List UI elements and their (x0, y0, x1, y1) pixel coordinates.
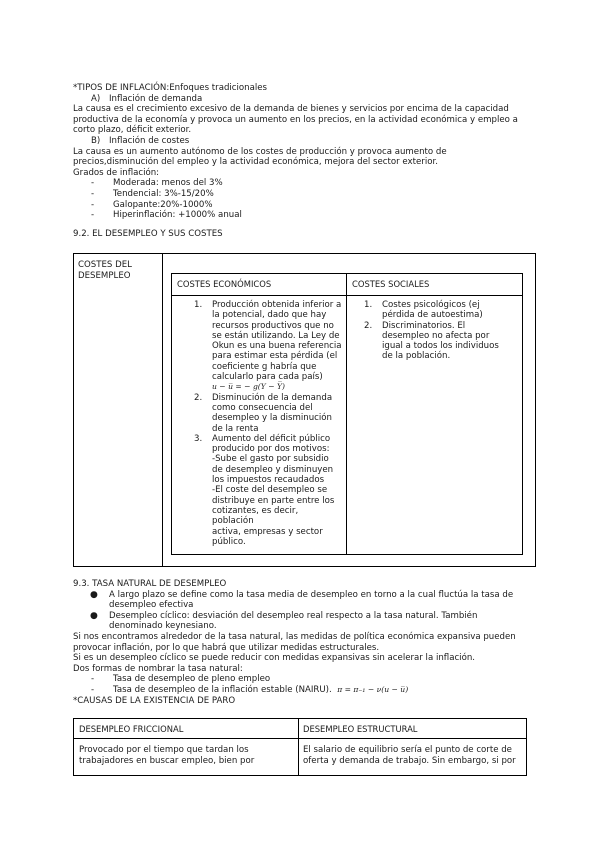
economic-costs-list (194, 300, 342, 547)
cost-inflation-text-1: La causa es un aumento autónomo de los costes de producción y provoca aumento de (73, 146, 447, 157)
natural-rate-name-item: - Tasa de desempleo de la inflación estable (NAIRU). π = π₋₁ − ν(u − u̅) (91, 684, 409, 695)
unemployment-causes-title: *CAUSAS DE LA EXISTENCIA DE PARO (73, 695, 236, 706)
list-item: 2. Disminución de la demanda como consecuencia del desempleo y la disminución de la renta (194, 392, 333, 434)
bullet-item: ● A largo plazo se define como la tasa media de desempleo en torno a la cual fluctúa la tasa de desempleo efectiva (90, 589, 514, 611)
inflation-grade-item: - Moderada: menos del 3% (91, 178, 223, 189)
inflation-grade-item: - Galopante:20%-1000% (91, 199, 213, 210)
paragraph-line: Dos formas de nombrar la tasa natural: (73, 663, 243, 674)
social-costs-list (364, 300, 514, 362)
costs-inner-table (171, 273, 523, 555)
structural-cell: El salario de equilibrio sería el punto de corte de oferta y demanda de trabajo. Sin embargo, si por (303, 745, 516, 766)
unemployment-causes-table (73, 718, 527, 776)
list-item: 1. Costes psicológicos (ej pérdida de autoestima) (364, 300, 483, 321)
inflation-grades-title: Grados de inflación: (73, 167, 160, 178)
cost-inflation-heading: B) Inflación de costes (91, 135, 190, 146)
okun-formula: u − u̅ = − g(Y − Y̅) (212, 382, 285, 392)
list-item: 2. Discriminatorios. El desempleo no afecta por igual a todos los individuos de la población. (364, 320, 499, 362)
nairu-formula: π = π₋₁ − ν(u − u̅) (337, 684, 409, 694)
paragraph-line: Si es un desempleo cíclico se puede reducir con medidas expansivas sin acelerar la inflación. (73, 653, 476, 664)
cost-inflation-text-2: precios,disminución del empleo y la actividad económica, mejora del sector exterior. (73, 157, 438, 168)
paragraph-line: provocar inflación, por lo que habrá que utilizar medidas estructurales. (73, 642, 380, 653)
structural-header: DESEMPLEO ESTRUCTURAL (303, 724, 418, 734)
bullet-icon: ● (90, 610, 98, 621)
frictional-header: DESEMPLEO FRICCIONAL (79, 724, 184, 734)
inflation-grade-item: - Hiperinflación: +1000% anual (91, 210, 242, 221)
demand-inflation-text-2: productiva de la economía y provoca un aumento en los precios, en la actividad económica y empleo a (73, 114, 518, 125)
natural-rate-name-item: - Tasa de desempleo de pleno empleo (91, 674, 271, 685)
bullet-item: ● Desempleo cíclico: desviación del desempleo real respecto a la tasa natural. También denominado keynesiano. (90, 610, 478, 632)
list-item: 1. Producción obtenida inferior a la potencial, dado que hay recursos productivos que no se están utilizando. La Ley de Okun es una buena referencia para estimar esta pérdida (el coeficiente g habría que calcularlo para cada país) u − u̅ = − g(Y − Y̅) (194, 300, 342, 392)
demand-inflation-text-1: La causa es el crecimiento excesivo de la demanda de bienes y servicios por encima de la capacidad (73, 104, 509, 115)
economic-costs-header: COSTES ECONÓMICOS (177, 279, 272, 289)
social-costs-header: COSTES SOCIALES (352, 279, 430, 289)
unemployment-costs-table (73, 253, 536, 567)
paragraph-line: Si nos encontramos alrededor de la tasa natural, las medidas de política económica expansiva pueden (73, 631, 516, 642)
inflation-grade-item: - Tendencial: 3%-15/20% (91, 188, 214, 199)
demand-inflation-heading: A) Inflación de demanda (91, 93, 203, 104)
inflation-title: *TIPOS DE INFLACIÓN:Enfoques tradicionales (73, 83, 268, 93)
section-9-2-title: 9.2. EL DESEMPLEO Y SUS COSTES (73, 228, 223, 239)
row-label-cell: COSTES DEL DESEMPLEO (74, 254, 163, 566)
frictional-cell: Provocado por el tiempo que tardan los trabajadores en buscar empleo, bien por (79, 745, 255, 766)
section-9-3-title: 9.3. TASA NATURAL DE DESEMPLEO (73, 579, 227, 589)
list-item: 3. Aumento del déficit público producido por dos motivos: -Sube el gasto por subsidio de desempleo y disminuyen los impuestos recaudados -El coste del desempleo se distribuye en parte entre los cotizantes, es decir, población activa, empresas y sector público. (194, 433, 335, 547)
bullet-icon: ● (90, 589, 98, 600)
natural-rate-section (73, 579, 533, 706)
inflation-section (73, 83, 533, 245)
demand-inflation-text-3: corto plazo, déficit exterior. (73, 125, 192, 136)
